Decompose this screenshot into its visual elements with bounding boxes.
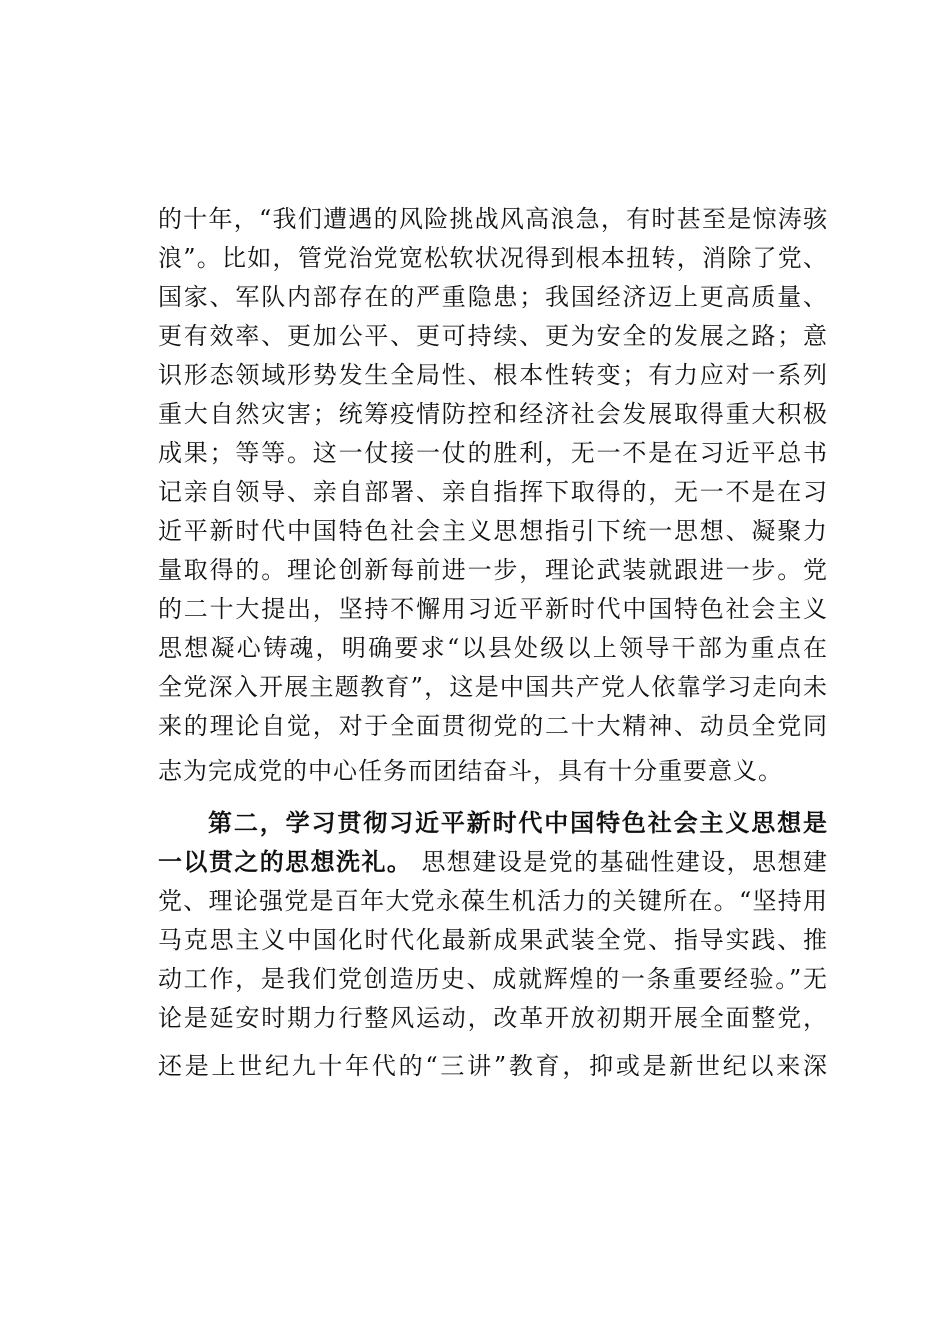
body-text-line: 重大自然灾害；统筹疫情防控和经济社会发展取得重大积极 <box>158 400 828 428</box>
body-text-line: 动工作，是我们党创造历史、成就辉煌的一条重要经验。”无 <box>158 965 828 993</box>
body-text-span: 思想建设是党的基础性建设，思想建 <box>412 848 828 876</box>
body-text-line: 思想凝心铸魂，明确要求“以县处级以上领导干部为重点在 <box>158 634 828 662</box>
body-text-line: 全党深入开展主题教育”，这是中国共产党人依靠学习走向未 <box>158 673 828 701</box>
section-heading-end: 一以贯之的思想洗礼。 <box>158 847 413 876</box>
heading-continuation-line <box>158 846 828 878</box>
body-text-line: 记亲自领导、亲自部署、亲自指挥下取得的，无一不是在习 <box>158 478 828 506</box>
body-text-line: 还是上世纪九十年代的“三讲”教育，抑或是新世纪以来深 <box>158 1052 828 1080</box>
body-text-line: 浪”。比如，管党治党宽松软状况得到根本扭转，消除了党、 <box>158 244 828 272</box>
body-text-line: 近平新时代中国特色社会主义思想指引下统一思想、凝聚力 <box>158 517 828 545</box>
body-text-line: 党、理论强党是百年大党永葆生机活力的关键所在。“坚持用 <box>158 887 828 915</box>
body-text-line: 的二十大提出，坚持不懈用习近平新时代中国特色社会主义 <box>158 595 828 623</box>
body-text-line: 更有效率、更加公平、更可持续、更为安全的发展之路；意 <box>158 322 828 350</box>
body-text-line: 识形态领域形势发生全局性、根本性转变；有力应对一系列 <box>158 361 828 389</box>
body-text-line: 量取得的。理论创新每前进一步，理论武装就跟进一步。党 <box>158 556 828 584</box>
body-text-line: 马克思主义中国化时代化最新成果武装全党、指导实践、推 <box>158 926 828 954</box>
body-text-line: 论是延安时期力行整风运动，改革开放初期开展全面整党， <box>158 1004 828 1032</box>
section-heading: 第二，学习贯彻习近平新时代中国特色社会主义思想是 <box>208 808 828 837</box>
body-text-line: 国家、军队内部存在的严重隐患；我国经济迈上更高质量、 <box>158 283 828 311</box>
body-text-line: 成果；等等。这一仗接一仗的胜利，无一不是在习近平总书 <box>158 439 828 467</box>
body-text-line: 志为完成党的中心任务而团结奋斗，具有十分重要意义。 <box>158 757 783 785</box>
body-text-line: 的十年，“我们遭遇的风险挑战风高浪急，有时甚至是惊涛骇 <box>158 205 828 233</box>
body-text-line: 来的理论自觉，对于全面贯彻党的二十大精神、动员全党同 <box>158 712 828 740</box>
